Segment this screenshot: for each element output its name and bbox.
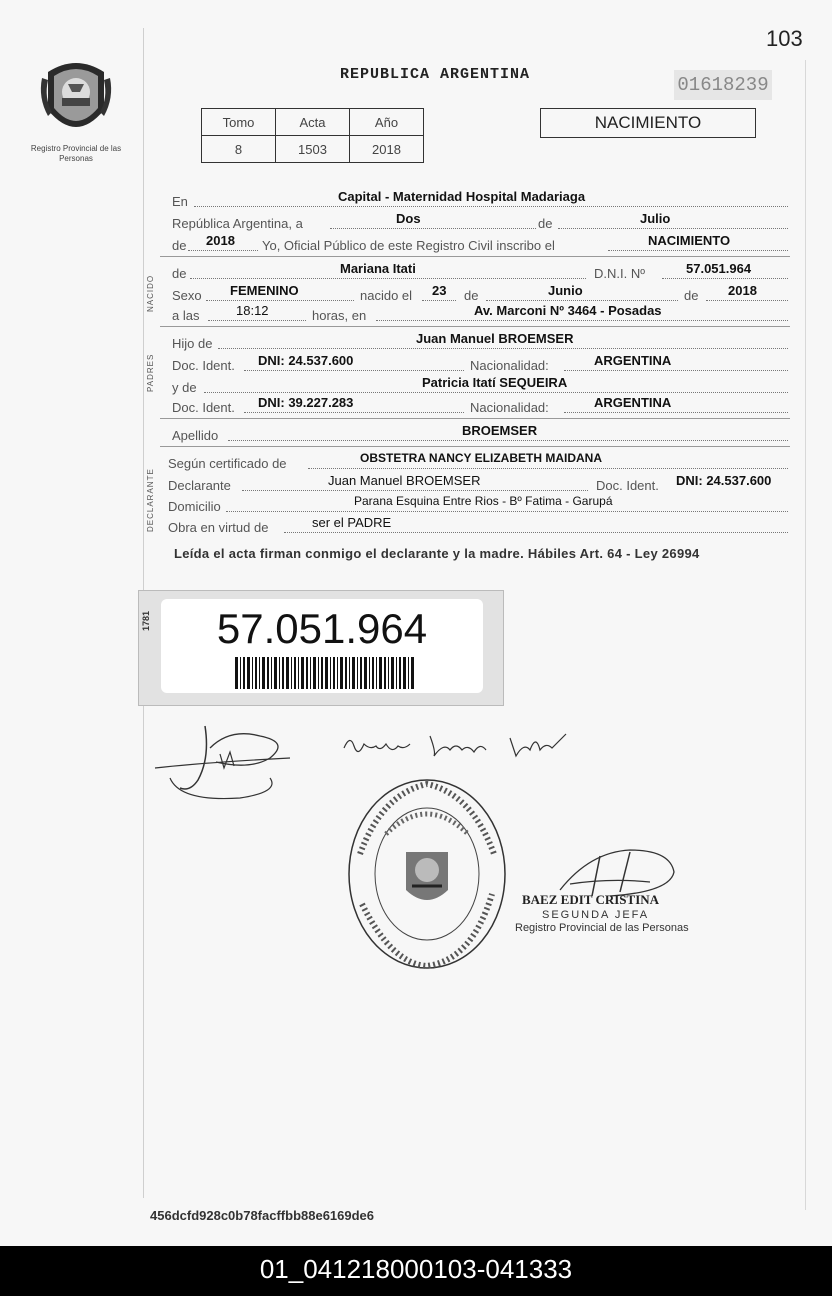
- de-label-3: de: [684, 288, 699, 303]
- sticker-edge-text: 1781: [141, 610, 151, 631]
- divider: [160, 418, 790, 419]
- row-hijo: [172, 332, 788, 350]
- domicilio-label: Domicilio: [168, 499, 221, 514]
- divider: [160, 326, 790, 327]
- en-label: En: [172, 194, 188, 209]
- apellido-label: Apellido: [172, 428, 219, 443]
- declarante-name: Juan Manuel BROEMSER: [328, 473, 481, 488]
- father-doc-label: Doc. Ident.: [172, 358, 235, 373]
- tomo-value: 8: [202, 136, 276, 163]
- certificate-value: OBSTETRA NANCY ELIZABETH MAIDANA: [360, 451, 602, 465]
- father-name: Juan Manuel BROEMSER: [416, 331, 574, 346]
- row-mother-doc: [172, 396, 788, 414]
- anio-value: 2018: [350, 136, 424, 163]
- sticker-label: [161, 599, 483, 693]
- row-declarante: [168, 474, 788, 492]
- registry-table: [201, 108, 424, 163]
- birth-day: 23: [432, 283, 447, 298]
- row-hora: [172, 304, 788, 322]
- father-nat-label: Nacionalidad:: [470, 358, 549, 373]
- row-en: [172, 190, 788, 208]
- mother-doc: DNI: 39.227.283: [258, 395, 354, 410]
- row-obra: [168, 516, 788, 534]
- apellido-value: BROEMSER: [462, 423, 538, 438]
- declarante-doc-label: Doc. Ident.: [596, 478, 659, 493]
- father-doc: DNI: 24.537.600: [258, 353, 354, 368]
- declarante-side-label: DECLARANTE: [146, 468, 155, 532]
- tomo-header: Tomo: [202, 109, 276, 136]
- mother-name: Patricia Itatí SEQUEIRA: [422, 375, 568, 390]
- declarante-doc: DNI: 24.537.600: [676, 473, 772, 488]
- row-father-doc: [172, 354, 788, 372]
- official-office: Registro Provincial de las Personas: [515, 922, 689, 934]
- padres-side-label: PADRES: [146, 353, 155, 392]
- year-value: 2018: [206, 233, 235, 248]
- divider: [160, 446, 790, 447]
- birth-month: Junio: [548, 283, 583, 298]
- sexo-label: Sexo: [172, 288, 202, 303]
- child-name: Mariana Itati: [340, 261, 416, 276]
- official-seal: [342, 774, 512, 974]
- acta-value: 1503: [276, 136, 350, 163]
- mother-nationality: ARGENTINA: [594, 395, 672, 410]
- province-crest-logo: [38, 58, 114, 140]
- cert-label: Según certificado de: [168, 456, 287, 471]
- acta-header: Acta: [276, 109, 350, 136]
- mother-signature: [340, 728, 580, 768]
- day-value: Dos: [396, 211, 421, 226]
- obra-label: Obra en virtud de: [168, 520, 269, 535]
- document-hash: 456dcfd928c0b78facffbb88e6169de6: [150, 1208, 375, 1223]
- logo-caption: Registro Provincial de las Personas: [30, 144, 122, 163]
- de-label: de: [538, 216, 553, 231]
- page-number: 103: [766, 26, 803, 51]
- mother-nat-label: Nacionalidad:: [470, 400, 549, 415]
- oficial-text: Yo, Oficial Público de este Registro Civil inscribo el: [262, 238, 555, 253]
- de-name-label: de: [172, 266, 187, 281]
- birth-time: 18:12: [236, 303, 269, 318]
- row-certificado: [168, 452, 788, 470]
- row-oficial: [172, 234, 788, 252]
- serial-number-stamp: 01618239: [674, 70, 772, 100]
- row-nacido-name: [172, 262, 788, 280]
- horas-label: horas, en: [312, 308, 367, 323]
- de-year-label: de: [172, 238, 187, 253]
- declarante-label: Declarante: [168, 478, 231, 493]
- sexo-value: FEMENINO: [230, 283, 299, 298]
- record-type-box: NACIMIENTO: [540, 108, 756, 138]
- row-domicilio: [168, 495, 788, 513]
- de-label-2: de: [464, 288, 479, 303]
- place-value: Capital - Maternidad Hospital Madariaga: [338, 189, 586, 204]
- sticker-number: 57.051.964: [216, 605, 428, 652]
- nacido-el-label: nacido el: [360, 288, 413, 303]
- declarante-signature: [150, 718, 320, 808]
- father-nationality: ARGENTINA: [594, 353, 672, 368]
- child-dni: 57.051.964: [686, 261, 752, 276]
- a-las-label: a las: [172, 308, 200, 323]
- birth-place: Av. Marconi Nº 3464 - Posadas: [474, 303, 662, 318]
- margin-line-right: [805, 60, 806, 1210]
- hijo-label: Hijo de: [172, 336, 213, 351]
- official-name: BAEZ EDIT CRISTINA: [522, 892, 660, 907]
- mother-doc-label: Doc. Ident.: [172, 400, 235, 415]
- dni-sticker: [138, 590, 504, 706]
- anio-header: Año: [350, 109, 424, 136]
- nacido-side-label: NACIDO: [146, 274, 155, 312]
- month-value: Julio: [640, 211, 671, 226]
- country-heading: REPUBLICA ARGENTINA: [340, 66, 531, 83]
- official-title: SEGUNDA JEFA: [542, 909, 650, 921]
- row-republica: [172, 212, 788, 230]
- tipo-value: NACIMIENTO: [648, 233, 731, 248]
- closing-statement: Leída el acta firman conmigo el declarante y la madre. Hábiles Art. 64 - Ley 26994: [174, 546, 700, 561]
- footer-id: 01_041218000103-041333: [259, 1254, 573, 1284]
- divider: [160, 256, 790, 257]
- footer-bar: [0, 1246, 832, 1296]
- row-y-de: [172, 376, 788, 394]
- row-apellido: [172, 424, 788, 442]
- republica-label: República Argentina, a: [172, 216, 303, 231]
- domicilio-value: Parana Esquina Entre Rios - Bº Fatima - Garupá: [354, 494, 613, 508]
- birth-year: 2018: [728, 283, 757, 298]
- obra-value: ser el PADRE: [312, 515, 392, 530]
- y-de-label: y de: [172, 380, 197, 395]
- row-sexo: [172, 284, 788, 302]
- barcode: [235, 657, 415, 689]
- dni-label: D.N.I. Nº: [594, 266, 645, 281]
